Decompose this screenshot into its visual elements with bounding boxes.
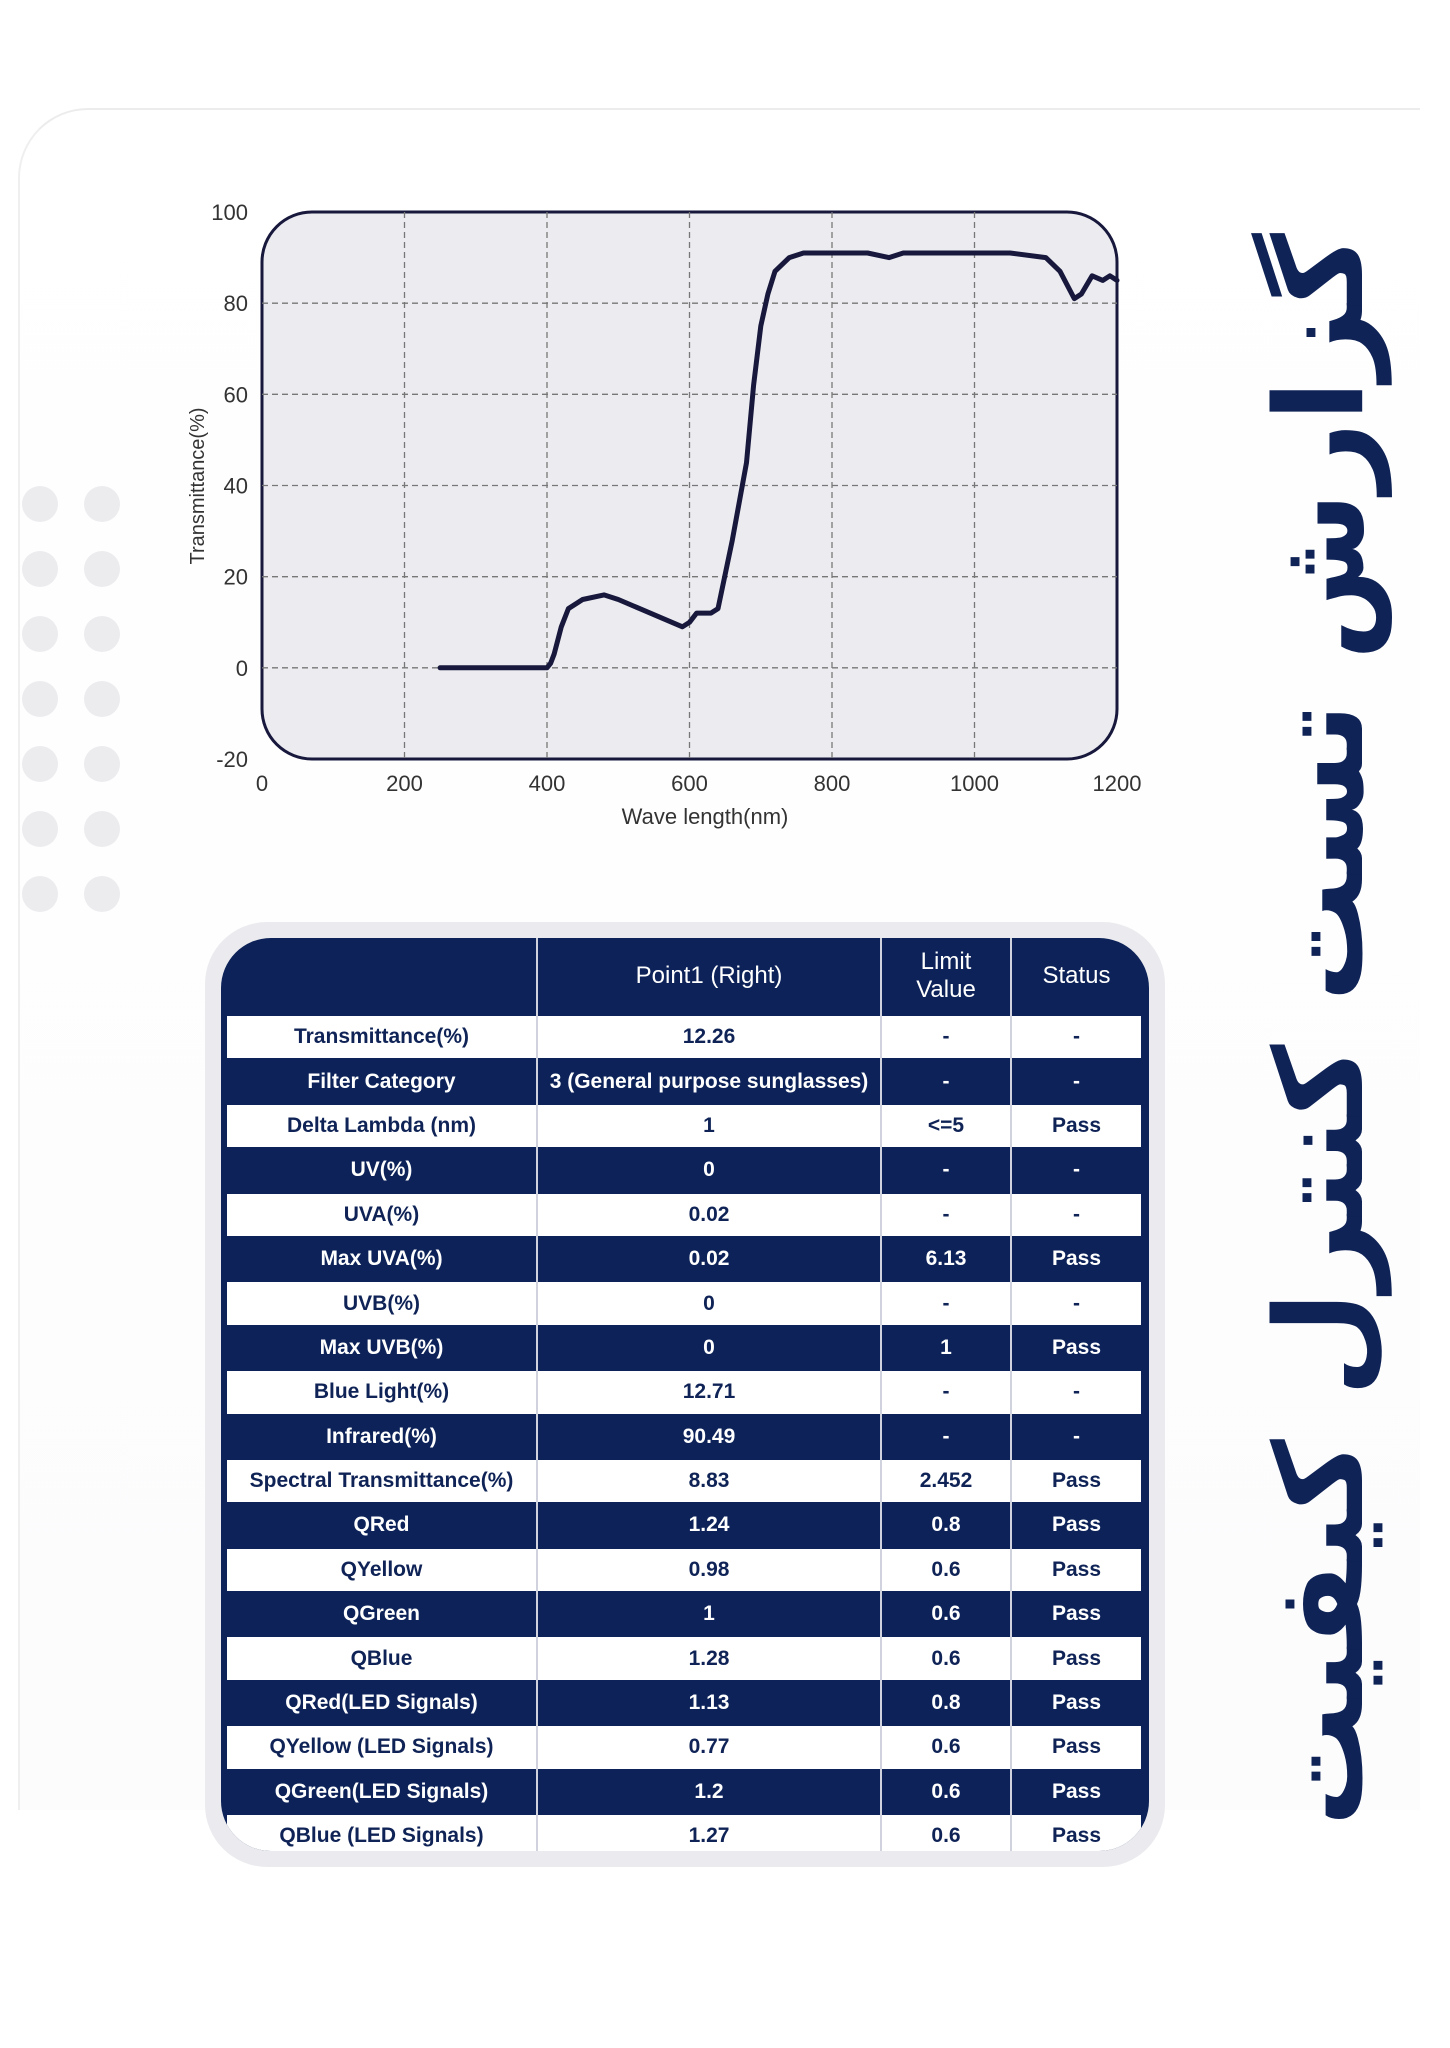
row-label: QGreen xyxy=(227,1592,537,1636)
point-value: 8.83 xyxy=(537,1459,881,1503)
status-value: Pass xyxy=(1011,1770,1141,1814)
row-label: Max UVA(%) xyxy=(227,1237,537,1281)
y-tick-label: 40 xyxy=(223,473,248,499)
report-title-container xyxy=(1225,233,1415,1827)
point-value: 0 xyxy=(537,1148,881,1192)
limit-value: 0.6 xyxy=(881,1770,1011,1814)
status-value: - xyxy=(1011,1059,1141,1103)
point-value: 1.28 xyxy=(537,1636,881,1680)
status-value: - xyxy=(1011,1148,1141,1192)
row-label: Infrared(%) xyxy=(227,1415,537,1459)
table-row xyxy=(227,1326,1141,1370)
limit-value: 0.6 xyxy=(881,1592,1011,1636)
table-row xyxy=(227,1459,1141,1503)
table-row xyxy=(227,1770,1141,1814)
limit-value: 0.6 xyxy=(881,1636,1011,1680)
dot xyxy=(84,616,120,652)
status-value: - xyxy=(1011,1281,1141,1325)
y-tick-label: 20 xyxy=(223,564,248,590)
status-value: - xyxy=(1011,1370,1141,1414)
dot xyxy=(22,551,58,587)
row-label: UVB(%) xyxy=(227,1281,537,1325)
dot xyxy=(22,811,58,847)
point-value: 0 xyxy=(537,1281,881,1325)
limit-value: 2.452 xyxy=(881,1459,1011,1503)
status-value: Pass xyxy=(1011,1326,1141,1370)
status-value: Pass xyxy=(1011,1592,1141,1636)
y-axis-label: Transmittance(%) xyxy=(187,407,209,565)
report-title: گزارش تست کنترل کیفیت xyxy=(1249,233,1391,1827)
point-value: 0.02 xyxy=(537,1193,881,1237)
row-label: Transmittance(%) xyxy=(227,1015,537,1059)
point-value: 1 xyxy=(537,1592,881,1636)
limit-value: - xyxy=(881,1059,1011,1103)
chart-svg xyxy=(170,190,1160,850)
x-tick-label: 400 xyxy=(528,771,566,796)
limit-value: 0.6 xyxy=(881,1814,1011,1851)
point-value: 1.24 xyxy=(537,1503,881,1547)
limit-value: - xyxy=(881,1370,1011,1414)
limit-value: 6.13 xyxy=(881,1237,1011,1281)
row-label: UVA(%) xyxy=(227,1193,537,1237)
status-value: Pass xyxy=(1011,1503,1141,1547)
row-label: Filter Category xyxy=(227,1059,537,1103)
table-row xyxy=(227,1592,1141,1636)
table-row xyxy=(227,1104,1141,1148)
table-row xyxy=(227,1148,1141,1192)
row-label: Delta Lambda (nm) xyxy=(227,1104,537,1148)
limit-value: 1 xyxy=(881,1326,1011,1370)
limit-value: - xyxy=(881,1015,1011,1059)
status-value: - xyxy=(1011,1193,1141,1237)
status-value: Pass xyxy=(1011,1459,1141,1503)
results-table xyxy=(227,938,1141,1851)
status-value: - xyxy=(1011,1415,1141,1459)
row-label: UV(%) xyxy=(227,1148,537,1192)
dot xyxy=(84,486,120,522)
point-value: 1.2 xyxy=(537,1770,881,1814)
x-tick-label: 600 xyxy=(671,771,708,796)
status-value: Pass xyxy=(1011,1104,1141,1148)
x-axis-label: Wave length(nm) xyxy=(621,804,789,829)
dot xyxy=(84,681,120,717)
x-tick-label: 200 xyxy=(386,771,423,796)
row-label: QYellow xyxy=(227,1548,537,1592)
table-row xyxy=(227,1548,1141,1592)
dot xyxy=(84,551,120,587)
row-label: Max UVB(%) xyxy=(227,1326,537,1370)
status-value: Pass xyxy=(1011,1725,1141,1769)
point-value: 0 xyxy=(537,1326,881,1370)
x-tick-label: 1200 xyxy=(1092,771,1142,796)
results-table-container xyxy=(221,938,1149,1851)
y-tick-label: 0 xyxy=(235,655,248,681)
table-row xyxy=(227,1193,1141,1237)
limit-value: - xyxy=(881,1193,1011,1237)
dot xyxy=(84,876,120,912)
status-value: Pass xyxy=(1011,1636,1141,1680)
table-row xyxy=(227,1636,1141,1680)
y-tick-label: -20 xyxy=(216,747,248,772)
limit-value: <=5 xyxy=(881,1104,1011,1148)
header-cell: Status xyxy=(1011,938,1141,1015)
dot xyxy=(84,811,120,847)
dot xyxy=(22,681,58,717)
limit-value: 0.8 xyxy=(881,1503,1011,1547)
row-label: QBlue xyxy=(227,1636,537,1680)
table-row xyxy=(227,1370,1141,1414)
y-tick-label: 100 xyxy=(211,200,248,225)
table-body xyxy=(227,1015,1141,1851)
point-value: 0.98 xyxy=(537,1548,881,1592)
table-row xyxy=(227,1681,1141,1725)
status-value: Pass xyxy=(1011,1681,1141,1725)
table-row xyxy=(227,1015,1141,1059)
row-label: QGreen(LED Signals) xyxy=(227,1770,537,1814)
table-row xyxy=(227,1725,1141,1769)
point-value: 1.13 xyxy=(537,1681,881,1725)
point-value: 1 xyxy=(537,1104,881,1148)
table-row xyxy=(227,1814,1141,1851)
point-value: 12.71 xyxy=(537,1370,881,1414)
row-label: QYellow (LED Signals) xyxy=(227,1725,537,1769)
dot xyxy=(22,876,58,912)
transmittance-chart xyxy=(170,190,1160,850)
dot xyxy=(22,746,58,782)
y-tick-label: 80 xyxy=(223,291,248,317)
y-tick-label: 60 xyxy=(223,382,248,408)
point-value: 1.27 xyxy=(537,1814,881,1851)
point-value: 12.26 xyxy=(537,1015,881,1059)
limit-value: 0.6 xyxy=(881,1725,1011,1769)
point-value: 3 (General purpose sunglasses) xyxy=(537,1059,881,1103)
limit-value: - xyxy=(881,1415,1011,1459)
dot xyxy=(84,746,120,782)
row-label: QRed xyxy=(227,1503,537,1547)
table-row xyxy=(227,1503,1141,1547)
dot xyxy=(22,486,58,522)
x-tick-label: 0 xyxy=(255,771,269,796)
row-label: QRed(LED Signals) xyxy=(227,1681,537,1725)
row-label: QBlue (LED Signals) xyxy=(227,1814,537,1851)
dot xyxy=(22,616,58,652)
table-row xyxy=(227,1237,1141,1281)
limit-value: - xyxy=(881,1281,1011,1325)
point-value: 0.77 xyxy=(537,1725,881,1769)
header-cell: Point1 (Right) xyxy=(537,938,881,1015)
x-tick-label: 800 xyxy=(813,771,851,796)
point-value: 0.02 xyxy=(537,1237,881,1281)
limit-value: 0.8 xyxy=(881,1681,1011,1725)
x-tick-label: 1000 xyxy=(950,771,999,796)
header-cell: Limit Value xyxy=(881,938,1011,1015)
table-row xyxy=(227,1281,1141,1325)
table-row xyxy=(227,1059,1141,1103)
row-label: Blue Light(%) xyxy=(227,1370,537,1414)
header-cell xyxy=(227,938,537,1015)
limit-value: 0.6 xyxy=(881,1548,1011,1592)
row-label: Spectral Transmittance(%) xyxy=(227,1459,537,1503)
status-value: Pass xyxy=(1011,1548,1141,1592)
status-value: Pass xyxy=(1011,1237,1141,1281)
table-row xyxy=(227,1415,1141,1459)
results-table-frame xyxy=(205,922,1165,1867)
status-value: - xyxy=(1011,1015,1141,1059)
table-header-row xyxy=(227,938,1141,1015)
limit-value: - xyxy=(881,1148,1011,1192)
point-value: 90.49 xyxy=(537,1415,881,1459)
status-value: Pass xyxy=(1011,1814,1141,1851)
